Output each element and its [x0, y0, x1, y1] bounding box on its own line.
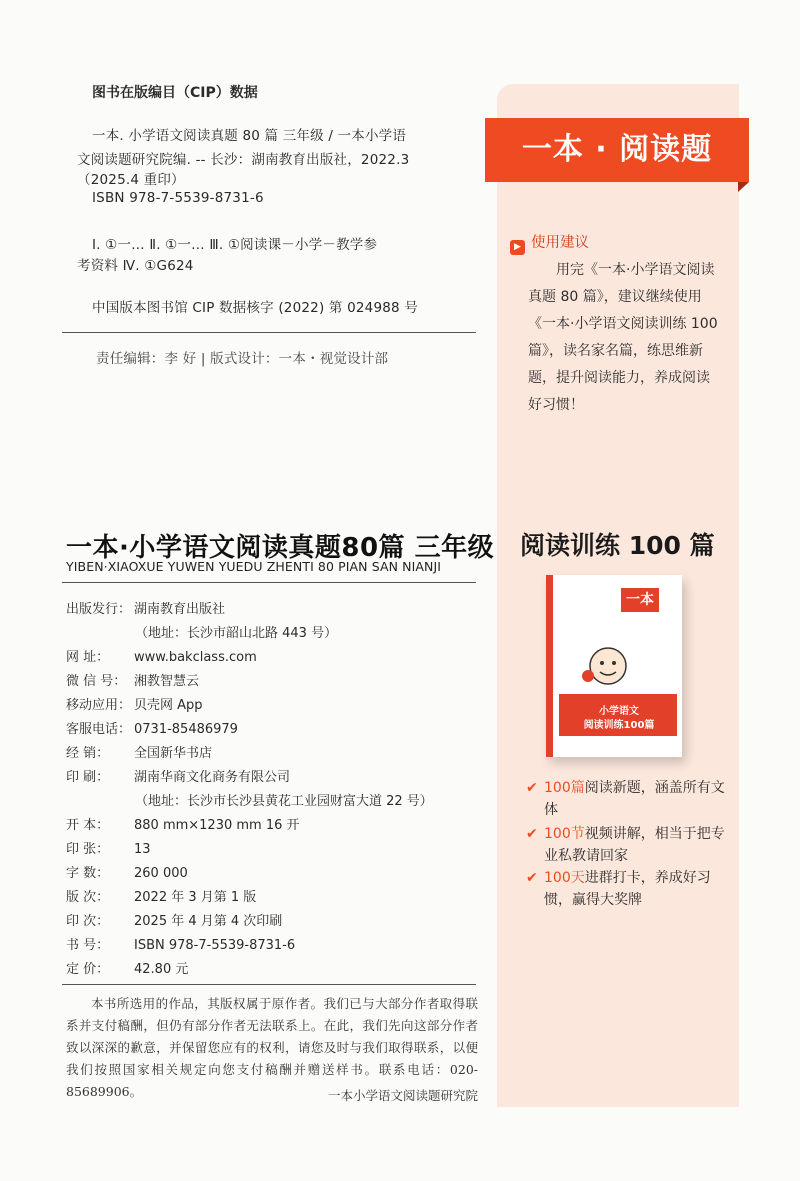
info-row: 经 销： 全国新华书店 — [66, 746, 213, 761]
info-row: 版 次： 2022 年 3 月第 1 版 — [66, 890, 257, 905]
cip-line-2: 文阅读题研究院编. -- 长沙：湖南教育出版社，2022.3 — [77, 152, 410, 168]
signoff: 一本小学语文阅读题研究院 — [327, 1088, 478, 1103]
info-row: 移动应用： 贝壳网 App — [66, 698, 203, 713]
promo-banner-title: 一本 · 阅读题 — [521, 132, 713, 167]
info-row: 字 数： 260 000 — [66, 866, 188, 881]
info-row: 客服电话： 0731-85486979 — [66, 722, 238, 737]
check-icon: ✔ — [526, 826, 538, 842]
info-row: 印 次： 2025 年 4 月第 4 次印刷 — [66, 914, 283, 929]
printer-address: （地址：长沙市长沙县黄花工业园财富大道 22 号） — [135, 794, 433, 809]
info-row: 出版发行： 湖南教育出版社 — [66, 602, 226, 617]
book-cover-title: 小学语文 阅读训练100篇 — [583, 706, 655, 731]
book-title-pinyin: YIBEN·XIAOXUE YUWEN YUEDU ZHENTI 80 PIAN SAN NIANJI — [66, 559, 442, 574]
book-cover-illustration — [578, 640, 638, 696]
training-section-title: 阅读训练 100 篇 — [520, 531, 715, 560]
play-icon: ▶ — [510, 240, 525, 255]
book-cover-logo: 一本 — [621, 588, 659, 612]
cip-check-number: 中国版本图书馆 CIP 数据核字 (2022) 第 024988 号 — [92, 300, 419, 316]
divider — [62, 984, 476, 985]
book-cover-spine — [546, 575, 553, 757]
cip-class-1: Ⅰ. ①一… Ⅱ. ①一… Ⅲ. ①阅读课－小学－教学参 — [92, 237, 378, 253]
usage-tip-body: 用完《一本·小学语文阅读真题 80 篇》，建议继续使用《一本·小学语文阅读训练 100 篇》，读名家名篇，练思维新题，提升阅读能力，养成阅读好习惯！ — [528, 262, 718, 413]
info-row: 网 址： www.bakclass.com — [66, 650, 257, 665]
feature-item: ✔ 100节视频讲解，相当于把专业私教请回家 — [526, 823, 726, 867]
check-icon: ✔ — [526, 870, 538, 886]
divider — [62, 332, 476, 333]
banner-fold — [738, 182, 749, 192]
feature-item: ✔ 100天进群打卡，养成好习惯，赢得大奖牌 — [526, 867, 726, 911]
cip-line-3: （2025.4 重印） — [77, 172, 185, 188]
editor-credit: 责任编辑：李 好 | 版式设计：一本・视觉设计部 — [96, 351, 389, 367]
cip-class-2: 考资料 Ⅳ. ①G624 — [77, 258, 194, 274]
info-row: 印 刷： 湖南华商文化商务有限公司 — [66, 770, 291, 785]
copyright-notice: 本书所选用的作品，其版权属于原作者。我们已与大部分作者取得联系并支付稿酬，但仍有部分作者无法联系上。在此，我们先向这部分作者致以深深的歉意，并保留您应有的权利，请您及时与我们取得联系，以便我们按照国家相关规定向您支付稿酬并赠送样书。联系电话：020-85689906。 — [66, 996, 478, 1099]
cip-isbn: ISBN 978-7-5539-8731-6 — [92, 190, 264, 206]
publisher-address: （地址：长沙市韶山北路 443 号） — [135, 626, 338, 641]
info-row: 微 信 号： 湘教智慧云 — [66, 674, 200, 689]
cip-title: 图书在版编目（CIP）数据 — [92, 85, 258, 101]
check-icon: ✔ — [526, 780, 538, 796]
info-row: 定 价： 42.80 元 — [66, 962, 189, 977]
info-row: 书 号： ISBN 978-7-5539-8731-6 — [66, 938, 296, 953]
divider — [62, 582, 476, 583]
info-row: 印 张： 13 — [66, 842, 151, 857]
cip-line-1: 一本. 小学语文阅读真题 80 篇 三年级 / 一本小学语 — [92, 128, 407, 144]
info-row: 开 本： 880 mm×1230 mm 16 开 — [66, 818, 300, 833]
feature-item: ✔ 100篇阅读新题，涵盖所有文体 — [526, 777, 726, 821]
book-title: 一本·小学语文阅读真题80篇 三年级 — [66, 533, 495, 563]
usage-tip-heading: ▶ 使用建议 — [510, 231, 589, 255]
